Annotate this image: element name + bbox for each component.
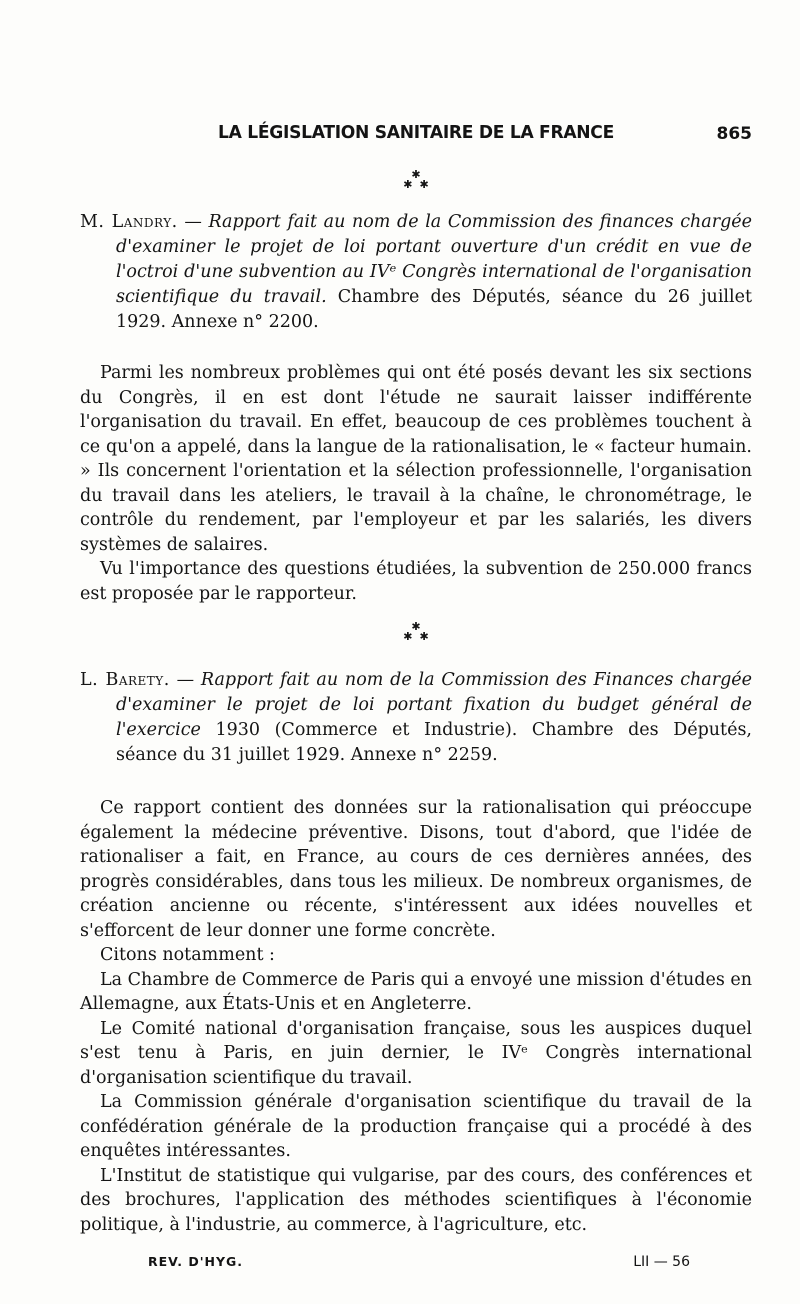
document-page: [80, 110, 752, 1237]
entry-citation: 1930 (Commerce et Industrie). Chambre des Députés, séance du 31 juillet 1929. Annexe n° 2259.: [116, 720, 752, 765]
asterism-row-bottom: ✱ ✱: [403, 630, 429, 643]
paragraph: Parmi les nombreux problèmes qui ont été posés devant les six sections du Congrès, il en est dont l'étude ne saurait laisser indifférente l'organisation du travail. En effet, beaucoup de ces problèmes touchent à ce qu'on a appelé, dans la langue de la rationalisation, le « facteur humain. » Ils concernent l'orientation et la sélection professionnelle, l'organisation du travail dans les ateliers, le travail à la chaîne, le chronométrage, le contrôle du rendement, par l'employeur et par les salariés, les divers systèmes de salaires.: [80, 363, 752, 555]
running-title: LA LÉGISLATION SANITAIRE DE LA FRANCE: [218, 122, 614, 143]
page-number: 865: [716, 124, 752, 144]
entry-citation: Chambre des Députés, séance du 26 juillet 1929. Annexe n° 2200.: [116, 287, 752, 332]
asterism-row-bottom: ✱ ✱: [403, 178, 429, 191]
entry-author: M. Landry.: [80, 212, 178, 232]
entry1-body: [80, 361, 752, 606]
entry-dash: —: [177, 212, 209, 232]
paragraph: La Chambre de Commerce de Paris qui a envoyé une mission d'études en Allemagne, aux États-Unis et en Angleterre.: [80, 969, 752, 1014]
entry-author: L. Barety.: [80, 670, 170, 690]
paragraph: L'Institut de statistique qui vulgarise, par des cours, des conférences et des brochures, l'application des méthodes scientifiques à l'économie politique, à l'industrie, au commerce, à l'agriculture, etc.: [80, 1165, 752, 1235]
paragraph: Ce rapport contient des données sur la rationalisation qui préoccupe également la médecine préventive. Disons, tout d'abord, que l'idée de rationaliser a fait, en France, au cours de ces dernières années, des progrès considérables, dans tous les milieux. De nombreux organismes, de création ancienne ou récente, s'intéressent aux idées nouvelles et s'efforcent de leur donner une forme concrète.: [80, 798, 752, 941]
volume-signature: LII — 56: [633, 1254, 690, 1270]
entry2-body: [80, 796, 752, 1237]
running-head: [80, 110, 752, 144]
paragraph: Vu l'importance des questions étudiées, la subvention de 250.000 francs est proposée par le rapporteur.: [80, 559, 752, 604]
paragraph: Le Comité national d'organisation française, sous les auspices duquel s'est tenu à Paris, en juin dernier, le IVᵉ Congrès international d'organisation scientifique du travail.: [80, 1018, 752, 1088]
section-asterism-1: [396, 170, 436, 190]
entry-dash: —: [169, 670, 201, 690]
asterism-row-top: ✱: [411, 620, 421, 633]
paragraph: La Commission générale d'organisation scientifique du travail de la confédération générale de la production française qui a procédé à des enquêtes intéressantes.: [80, 1092, 752, 1161]
paragraph: Citons notamment :: [100, 945, 275, 965]
entry-description: Rapport fait au nom de la Commission des Finances chargée d'examiner le projet de loi portant fixation du budget général de l'exercice: [116, 670, 752, 740]
bibliographic-entry-landry: [80, 210, 752, 335]
bibliographic-entry-barety: [80, 668, 752, 768]
entry-description: Rapport fait au nom de la Commission des finances chargée d'examiner le projet de loi portant ouverture d'un crédit en vue de l'octroi d'une subvention au IVᵉ Congrès international de l'organisation scientifique du travail.: [116, 212, 752, 307]
section-asterism-2: [396, 622, 436, 642]
asterism-row-top: ✱: [411, 168, 421, 181]
page-footer: [148, 1254, 690, 1278]
journal-abbreviation: REV. D'HYG.: [148, 1254, 244, 1269]
